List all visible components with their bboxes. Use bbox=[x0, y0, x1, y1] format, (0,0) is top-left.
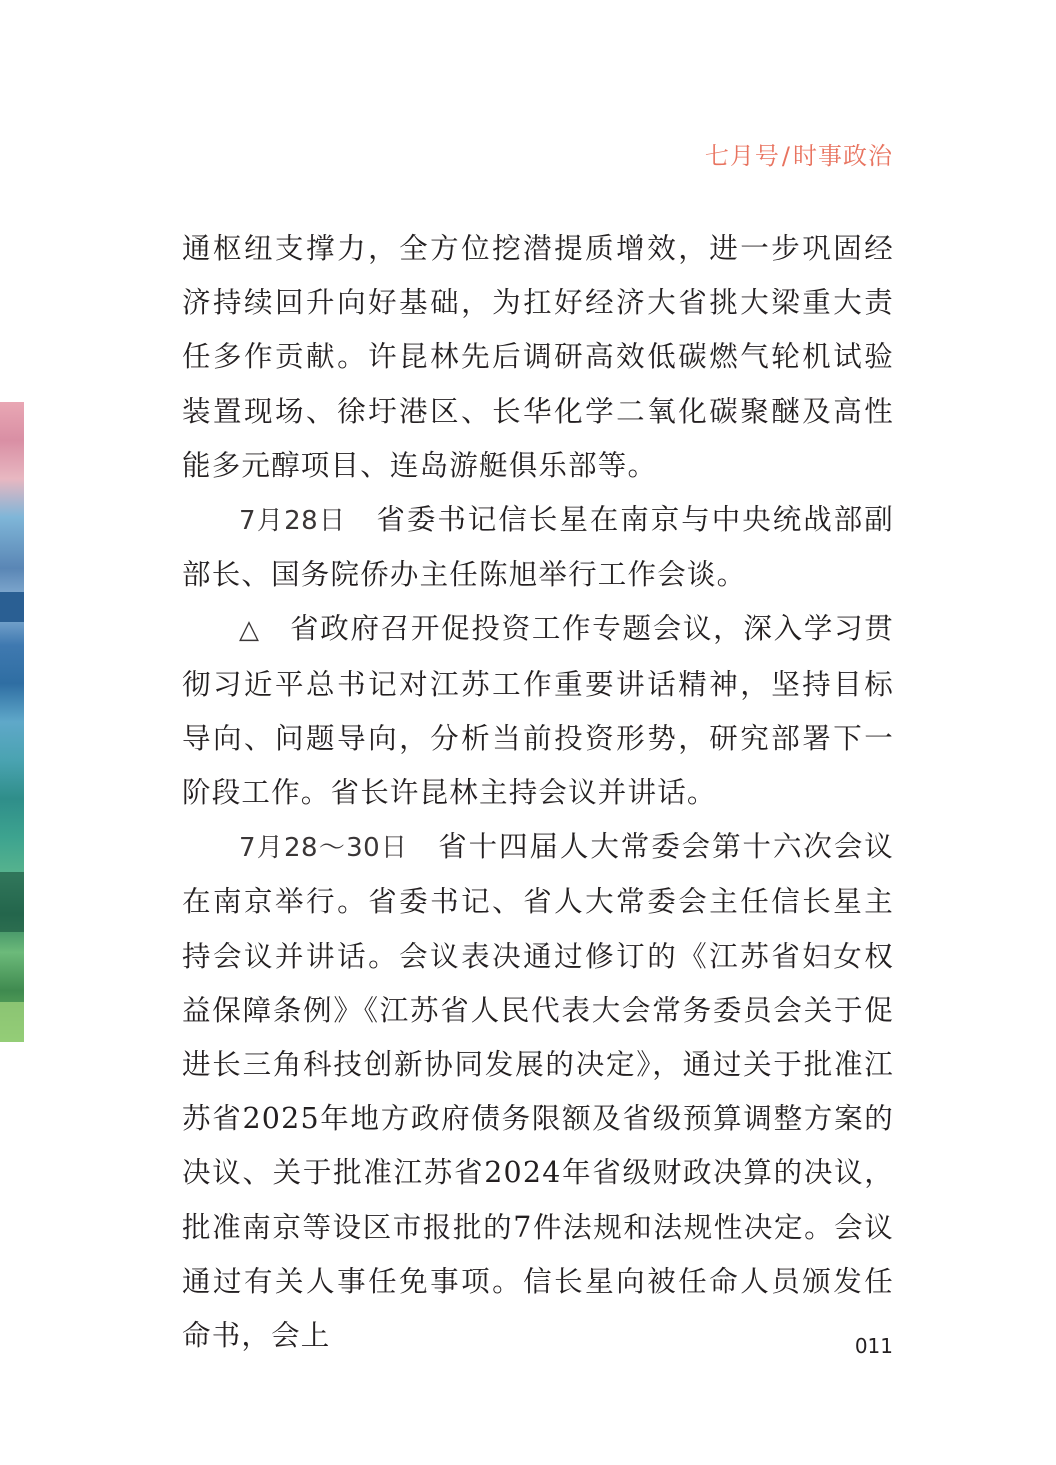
edge-photo-detail bbox=[0, 1002, 24, 1042]
running-header bbox=[705, 136, 893, 171]
header-separator: / bbox=[781, 142, 791, 170]
edge-photo-strip bbox=[0, 402, 24, 1042]
entry-date: 7月28～30日 bbox=[239, 833, 409, 864]
paragraph-entry bbox=[182, 602, 894, 820]
page-number: 011 bbox=[854, 1334, 893, 1358]
paragraph-continued: 通枢纽支撑力，全方位挖潜提质增效，进一步巩固经济持续回升向好基础，为扛好经济大省挑大梁重大责任多作贡献。许昆林先后调研高效低碳燃气轮机试验装置现场、徐圩港区、长华化学二氧化碳聚醚及高性能多元醇项目、连岛游艇俱乐部等。 bbox=[182, 232, 894, 482]
entry-text: 省委书记信长星在南京与中央统战部副部长、国务院侨办主任陈旭举行工作会谈。 bbox=[182, 503, 894, 592]
entry-text: 省政府召开促投资工作专题会议，深入学习贯彻习近平总书记对江苏工作重要讲话精神，坚持目标导向、问题导向，分析当前投资形势，研究部署下一阶段工作。省长许昆林主持会议并讲话。 bbox=[182, 612, 894, 810]
entry-text: 省十四届人大常委会第十六次会议在南京举行。省委书记、省人大常委会主任信长星主持会议并讲话。会议表决通过修订的《江苏省妇女权益保障条例》《江苏省人民代表大会常务委员会关于促进长三角科技创新协同发展的决定》，通过关于批准江苏省2025年地方政府债务限额及省级预算调整方案的决议、关于批准江苏省2024年省级财政决算的决议，批准南京等设区市报批的7件法规和法规性决定。会议通过有关人事任免事项。信长星向被任命人员颁发任命书，会上 bbox=[182, 830, 894, 1353]
entry-date: 7月28日 bbox=[239, 506, 347, 537]
edge-photo-detail bbox=[0, 592, 24, 622]
edge-photo-detail bbox=[0, 872, 24, 932]
header-section: 时事政治 bbox=[793, 142, 893, 170]
paragraph-entry bbox=[182, 820, 894, 1363]
header-issue: 七月号 bbox=[704, 142, 780, 170]
triangle-marker: △ bbox=[239, 615, 261, 646]
paragraph-entry bbox=[182, 493, 894, 602]
article-body bbox=[182, 222, 894, 1363]
